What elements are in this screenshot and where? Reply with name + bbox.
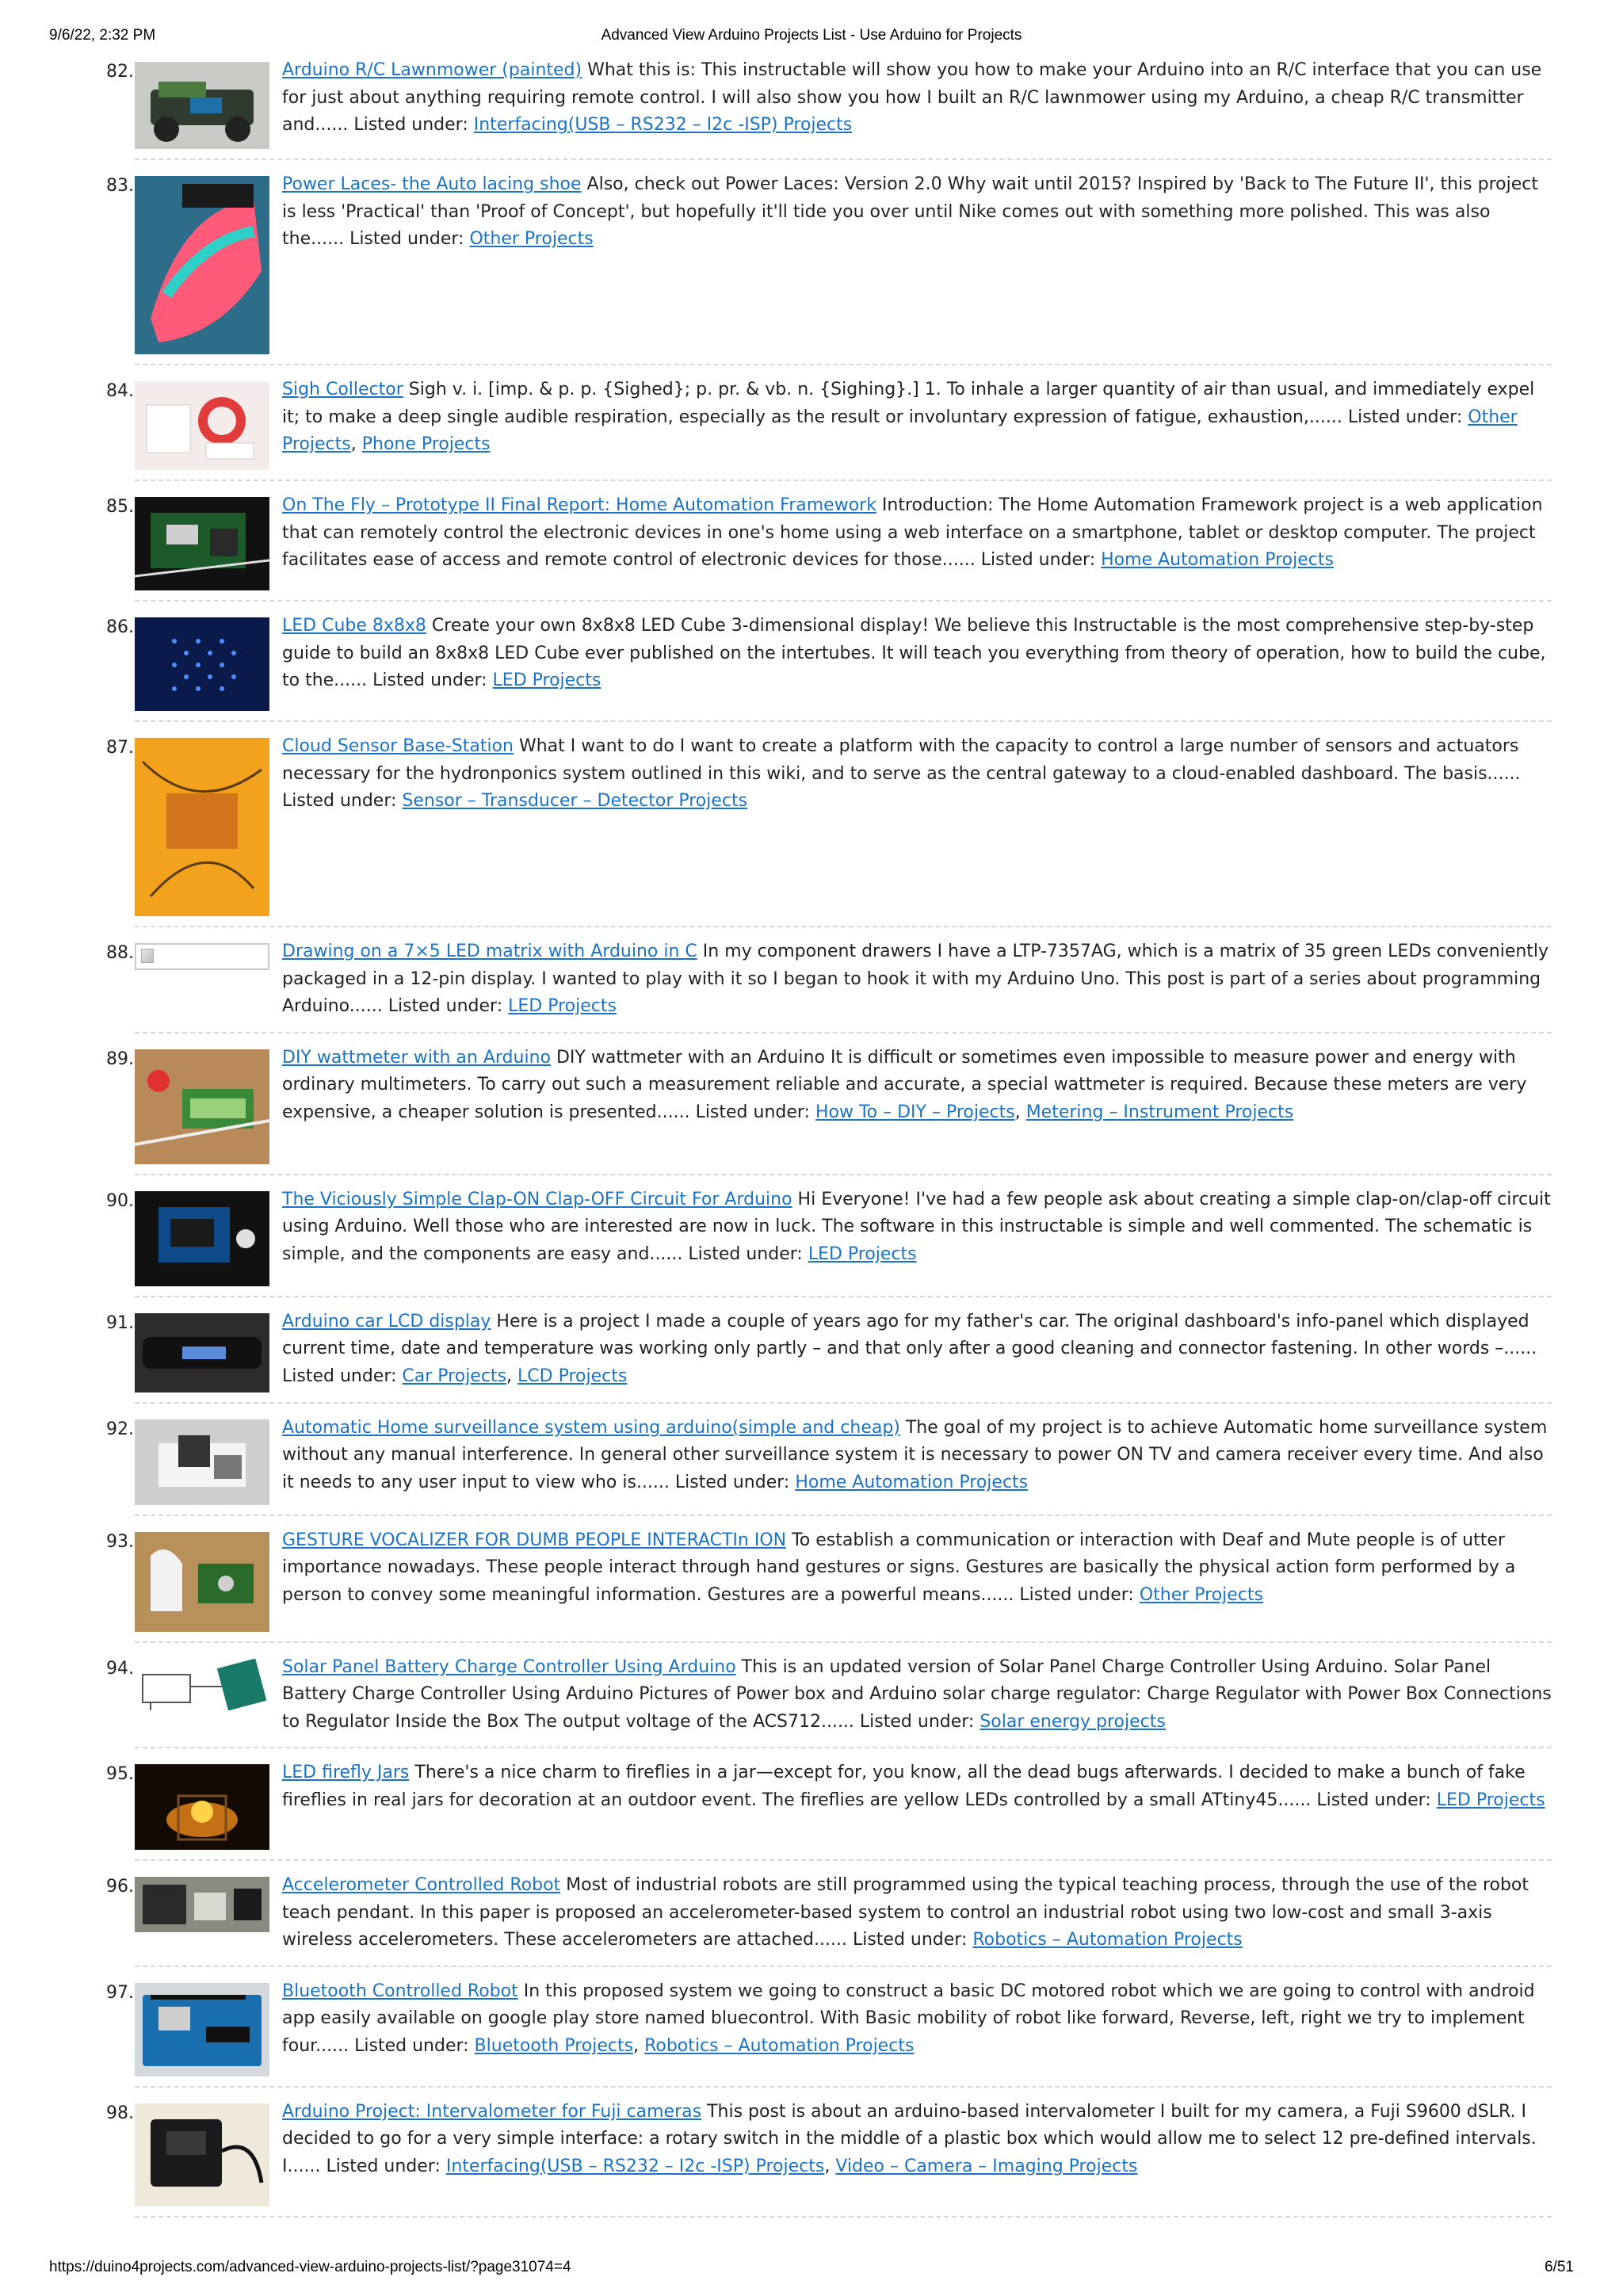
listed-under-label: Listed under:	[1347, 407, 1468, 427]
category-link[interactable]: Other Projects	[282, 407, 1518, 454]
category-link[interactable]: How To – DIY – Projects	[815, 1102, 1015, 1122]
project-thumbnail[interactable]	[135, 1419, 269, 1505]
project-number: 86.	[106, 617, 134, 637]
project-title-link[interactable]: Arduino Project: Intervalometer for Fuji cameras	[282, 2101, 702, 2122]
listed-under-label: Listed under:	[674, 1472, 796, 1492]
listed-under-label: Listed under:	[353, 115, 474, 135]
project-number: 83.	[106, 176, 134, 196]
category-separator: ,	[633, 2035, 645, 2056]
project-item	[106, 938, 1552, 1033]
project-title-link[interactable]: DIY wattmeter with an Arduino	[282, 1047, 551, 1068]
project-description	[282, 376, 1552, 468]
listed-under-label: Listed under:	[852, 1930, 973, 1950]
project-description	[282, 2099, 1552, 2205]
project-item	[106, 492, 1552, 602]
project-thumbnail[interactable]	[135, 176, 269, 354]
project-title-link[interactable]: Power Laces- the Auto lacing shoe	[282, 174, 582, 194]
project-summary: The goal of my project is to achieve Automatic home surveillance system without any manual interference. In general other surveillance system it is necessary to power ON TV and camera receiver every time. And also it needs to any user input to view who is......	[282, 1417, 1548, 1492]
project-number: 95.	[106, 1764, 134, 1784]
category-separator: ,	[824, 2156, 836, 2176]
project-summary: Most of industrial robots are still programmed using the typical teaching process, through the use of the robot teach pendant. In this paper is proposed an accelerometer-based system to control an industrial robot using two low-cost and small 3-axis wireless accelerometers. These accelerometers are attached......	[282, 1875, 1529, 1950]
project-thumbnail[interactable]	[135, 62, 269, 149]
project-description	[282, 1308, 1552, 1391]
project-summary: Hi Everyone! I've had a few people ask about creating a simple clap-on/clap-off circuit using Arduino. Well those who are interested are now in luck. The software in this instructable is simple and well commented. The schematic is simple, and the components are easy and......	[282, 1189, 1551, 1264]
listed-under-label: Listed under:	[282, 1366, 403, 1386]
project-summary: Also, check out Power Laces: Version 2.0 Why wait until 2015? Inspired by 'Back to The Future II', this project is less 'Practical' than 'Proof of Concept', but hopefully it'll tide you over until Nike comes out with something more polished. This was also the......	[282, 174, 1538, 249]
page-title: Advanced View Arduino Projects List - Use Arduino for Projects	[601, 27, 1022, 44]
project-description	[282, 1045, 1552, 1163]
page-counter: 6/51	[1545, 2259, 1574, 2275]
project-thumbnail[interactable]	[135, 381, 269, 470]
project-number: 93.	[106, 1531, 134, 1552]
category-link[interactable]: Home Automation Projects	[795, 1472, 1029, 1492]
project-item	[106, 733, 1552, 927]
page-url: https://duino4projects.com/advanced-view-arduino-projects-list/?page31074=4	[49, 2259, 571, 2275]
category-link[interactable]: Robotics – Automation Projects	[972, 1930, 1243, 1950]
listed-under-label: Listed under:	[388, 996, 509, 1016]
project-thumbnail[interactable]	[135, 2103, 269, 2206]
project-thumbnail[interactable]	[135, 738, 269, 916]
project-description	[282, 938, 1552, 1021]
category-link[interactable]: Robotics – Automation Projects	[644, 2035, 915, 2056]
category-link[interactable]: LED Projects	[492, 670, 601, 690]
project-description	[282, 1978, 1552, 2075]
listed-under-label: Listed under:	[354, 2035, 475, 2056]
category-link[interactable]: Solar energy projects	[980, 1711, 1166, 1732]
project-title-link[interactable]: LED Cube 8x8x8	[282, 616, 426, 636]
project-title-link[interactable]: Arduino R/C Lawnmower (painted)	[282, 60, 582, 80]
category-link[interactable]: Other Projects	[469, 229, 594, 249]
project-number: 96.	[106, 1877, 134, 1897]
category-link[interactable]: Metering – Instrument Projects	[1025, 1102, 1294, 1122]
category-separator: ,	[350, 434, 362, 454]
category-separator: ,	[1014, 1102, 1026, 1122]
project-item	[106, 613, 1552, 722]
project-description	[282, 1654, 1552, 1736]
listed-under-label: Listed under:	[326, 2156, 446, 2176]
project-description	[282, 171, 1552, 353]
project-thumbnail[interactable]	[135, 497, 269, 590]
project-description	[282, 1415, 1552, 1503]
category-link[interactable]: Interfacing(USB – RS232 – I2c -ISP) Projects	[445, 2156, 825, 2176]
category-link[interactable]: Sensor – Transducer – Detector Projects	[402, 791, 748, 811]
project-item	[106, 1654, 1552, 1749]
project-title-link[interactable]: Arduino car LCD display	[282, 1311, 491, 1331]
listed-under-label: Listed under:	[859, 1711, 980, 1732]
category-link[interactable]: Interfacing(USB – RS232 – I2c -ISP) Projects	[473, 115, 853, 135]
project-summary: DIY wattmeter with an Arduino It is difficult or sometimes even impossible to measure power and energy with ordinary multimeters. To carry out such a measurement reliable and accurate, a special wattmeter is required. Because these meters are very expensive, a cheaper solution is presented......	[282, 1047, 1527, 1122]
category-separator: ,	[506, 1366, 518, 1386]
project-number: 90.	[106, 1190, 134, 1211]
category-link[interactable]: Video – Camera – Imaging Projects	[835, 2156, 1138, 2176]
project-summary: This post is about an arduino-based intervalometer I built for my camera, a Fuji S9600 dSLR. I decided to go for a very simple interface: a rotary switch in the middle of a plastic box which would allow me to select 12 pre-defined intervals. I......	[282, 2101, 1537, 2176]
project-number: 88.	[106, 943, 134, 963]
project-item	[106, 2099, 1552, 2218]
category-link[interactable]: LED Projects	[1436, 1790, 1545, 1810]
broken-image-icon	[135, 943, 269, 970]
category-link[interactable]: Bluetooth Projects	[474, 2035, 634, 2056]
project-summary: Introduction: The Home Automation Framework project is a web application that can remotely control the electronic devices in one's home using a web interface on a smartphone, tablet or desktop computer. The project facilitates ease of access and remote control of electronic devices for those......	[282, 495, 1543, 570]
project-item	[106, 1978, 1552, 2088]
listed-under-label: Listed under:	[1019, 1584, 1140, 1605]
project-title-link[interactable]: The Viciously Simple Clap-ON Clap-OFF Circuit For Arduino	[282, 1189, 792, 1209]
project-number: 89.	[106, 1049, 134, 1069]
project-list	[106, 57, 1552, 2229]
project-title-link[interactable]: Sigh Collector	[282, 380, 403, 399]
project-summary: To establish a communication or interaction with Deaf and Mute people is of utter importance nowadays. These people interact through hand gestures or signs. Gestures are basically the physical action form performed by a person to convey some meaningful information. Gestures are a powerful means......	[282, 1530, 1516, 1605]
project-description	[282, 1527, 1552, 1630]
listed-under-label: Listed under:	[1316, 1790, 1437, 1810]
project-number: 97.	[106, 1982, 134, 2003]
listed-under-label: Listed under:	[980, 550, 1102, 570]
project-item	[106, 57, 1552, 160]
project-thumbnail[interactable]	[135, 617, 269, 711]
project-number: 82.	[106, 62, 134, 82]
listed-under-label: Listed under:	[372, 670, 493, 690]
print-header	[49, 27, 1574, 48]
project-thumbnail[interactable]	[135, 943, 269, 970]
category-link[interactable]: Home Automation Projects	[1101, 550, 1334, 570]
project-title-link[interactable]: Solar Panel Battery Charge Controller Using Arduino	[282, 1656, 736, 1677]
project-number: 87.	[106, 738, 134, 758]
category-link[interactable]: Car Projects	[402, 1366, 507, 1386]
project-title-link[interactable]: Cloud Sensor Base-Station	[282, 736, 514, 756]
project-number: 98.	[106, 2103, 134, 2123]
project-number: 84.	[106, 381, 134, 401]
category-link[interactable]: LED Projects	[808, 1244, 917, 1264]
project-thumbnail[interactable]	[135, 1877, 269, 1932]
project-title-link[interactable]: Accelerometer Controlled Robot	[282, 1875, 561, 1895]
project-number: 94.	[106, 1658, 134, 1679]
project-summary: Create your own 8x8x8 LED Cube 3-dimensional display! We believe this Instructable is the most comprehensive step-by-step guide to build an 8x8x8 LED Cube ever published on the intertubes. It will teach you everything from theory of operation, how to build the cube, to the......	[282, 616, 1546, 690]
project-description	[282, 57, 1552, 147]
listed-under-label: Listed under:	[688, 1244, 808, 1264]
project-summary: Here is a project I made a couple of years ago for my father's car. The original dashboard's info-panel which displayed current time, date and temperature was working only partly – and that only after a good cleaning and connector fastening. In other words –......	[282, 1311, 1537, 1358]
project-item	[106, 1872, 1552, 1967]
project-item	[106, 1186, 1552, 1297]
category-link[interactable]: Phone Projects	[361, 434, 491, 454]
project-item	[106, 1308, 1552, 1404]
project-thumbnail[interactable]	[135, 1764, 269, 1850]
print-datetime: 9/6/22, 2:32 PM	[49, 27, 156, 44]
project-summary: Sigh v. i. [imp. & p. p. {Sighed}; p. pr. & vb. n. {Sighing}.] 1. To inhale a larger quantity of air than usual, and immediately expel it; to make a deep single audible respiration, especially as the result or involuntary expression of fatigue, exhaustion,......	[282, 380, 1535, 427]
project-item	[106, 1527, 1552, 1643]
project-description	[282, 733, 1552, 915]
project-summary: In my component drawers I have a LTP-7357AG, which is a matrix of 35 green LEDs conveniently packaged in a 12-pin display. I wanted to play with it so I began to hook it with my Arduino Uno. This post is part of a series about programming Arduino......	[282, 942, 1549, 1016]
project-description	[282, 1759, 1552, 1848]
project-thumbnail[interactable]	[135, 1983, 269, 2076]
print-footer	[49, 2259, 1574, 2279]
project-thumbnail[interactable]	[135, 1532, 269, 1632]
project-number: 91.	[106, 1312, 134, 1333]
project-summary: There's a nice charm to fireflies in a jar—except for, you know, all the dead bugs afterwards. I decided to make a bunch of fake fireflies in real jars for decoration at an outdoor event. The fireflies are yellow LEDs controlled by a small ATtiny45......	[282, 1763, 1526, 1810]
project-number: 92.	[106, 1419, 134, 1439]
project-title-link[interactable]: Automatic Home surveillance system using arduino(simple and cheap)	[282, 1417, 900, 1438]
project-thumbnail[interactable]	[135, 1313, 269, 1392]
project-summary: In this proposed system we going to construct a basic DC motored robot which we are going to control with android app easily available on google play store named bluecontrol. With Basic mobility of robot like forward, Reverse, left, right we try to implement four......	[282, 1981, 1535, 2056]
project-thumbnail[interactable]	[135, 1049, 269, 1164]
listed-under-label: Listed under:	[695, 1102, 815, 1122]
project-title-link[interactable]: GESTURE VOCALIZER FOR DUMB PEOPLE INTERACTIn ION	[282, 1530, 787, 1550]
project-summary: What I want to do I want to create a platform with the capacity to control a large number of sensors and actuators necessary for the hydronponics system outlined in this wiki, and to serve as the central gateway to a cloud-enabled dashboard. The basis......	[282, 736, 1521, 784]
project-title-link[interactable]: LED firefly Jars	[282, 1763, 410, 1782]
project-description	[282, 1186, 1552, 1285]
project-item	[106, 1759, 1552, 1861]
category-link[interactable]: LED Projects	[508, 996, 617, 1016]
project-item	[106, 1045, 1552, 1175]
project-thumbnail[interactable]	[135, 1659, 269, 1716]
project-item	[106, 1415, 1552, 1516]
project-description	[282, 613, 1552, 709]
category-link[interactable]: Other Projects	[1139, 1584, 1264, 1605]
listed-under-label: Listed under:	[282, 791, 403, 811]
project-title-link[interactable]: On The Fly – Prototype II Final Report: Home Automation Framework	[282, 495, 876, 515]
listed-under-label: Listed under:	[349, 229, 470, 249]
project-thumbnail[interactable]	[135, 1191, 269, 1286]
project-description	[282, 492, 1552, 589]
category-link[interactable]: LCD Projects	[517, 1366, 628, 1386]
project-title-link[interactable]: Drawing on a 7×5 LED matrix with Arduino in C	[282, 942, 697, 961]
project-description	[282, 1872, 1552, 1954]
project-item	[106, 171, 1552, 365]
project-title-link[interactable]: Bluetooth Controlled Robot	[282, 1981, 518, 2001]
project-summary: What this is: This instructable will show you how to make your Arduino into an R/C interface that you can use for just about anything requiring remote control. I will also show you how I built an R/C lawnmower using my Arduino, a cheap R/C transmitter and......	[282, 60, 1542, 135]
project-item	[106, 376, 1552, 481]
project-number: 85.	[106, 497, 134, 517]
project-summary: This is an updated version of Solar Panel Charge Controller Using Arduino. Solar Panel Battery Charge Controller Using Arduino Pictures of Power box and Arduino solar charge regulator: Charge Regulator with Power Box Connections to Regulator Inside the Box The output voltage of the ACS712......	[282, 1656, 1552, 1732]
